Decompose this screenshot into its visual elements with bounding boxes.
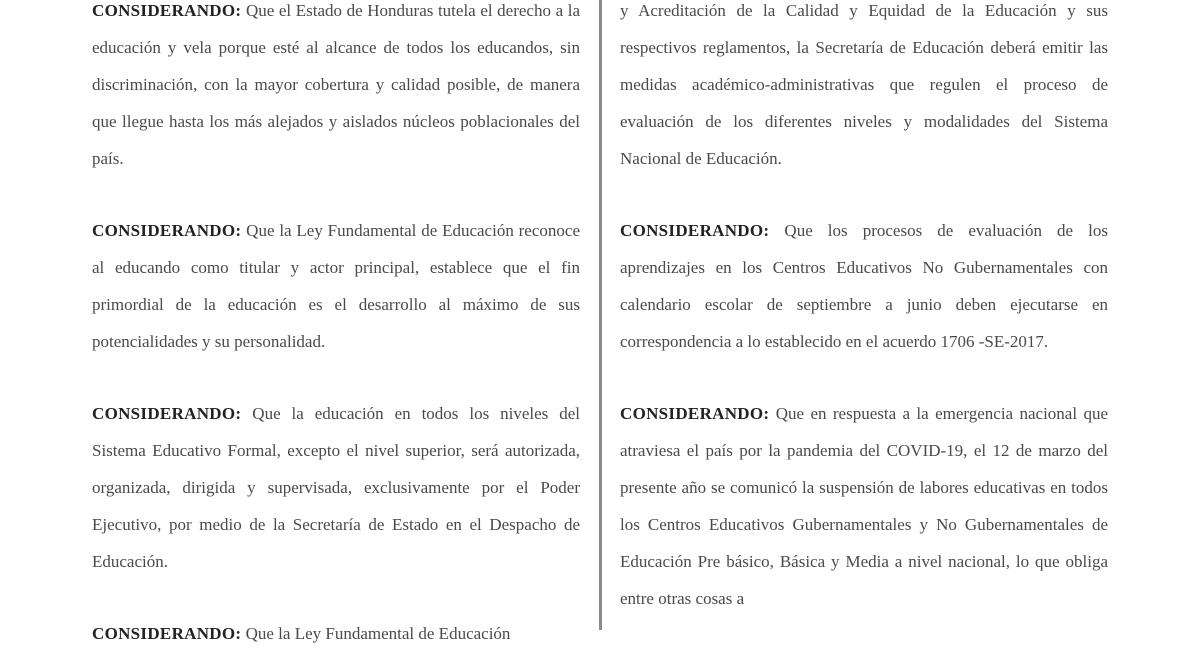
considerando-paragraph: [92, 395, 580, 580]
considerando-paragraph: [620, 395, 1108, 617]
continued-paragraph: [620, 0, 1108, 177]
paragraph-text: Que el Estado de Honduras tutela el derecho a la educación y vela porque esté al alcance de todos los educandos, sin discriminación, con la mayor cobertura y calidad posible, de manera que llegue hasta los más alejados y aislados núcleos poblacionales del país.: [92, 1, 580, 168]
paragraph-keyword: CONSIDERANDO:: [92, 221, 242, 240]
paragraph-keyword: CONSIDERANDO:: [620, 404, 770, 423]
considerando-paragraph: [620, 212, 1108, 360]
considerando-paragraph: [92, 0, 580, 177]
paragraph-text: y Acreditación de la Calidad y Equidad de la Educación y sus respectivos reglamentos, la Secretaría de Educación deberá emitir las medidas académico-administrativas que regulen el proceso de evaluación de los diferentes niveles y modalidades del Sistema Nacional de Educación.: [620, 1, 1108, 168]
paragraph-text: Que la educación en todos los niveles del Sistema Educativo Formal, excepto el nivel superior, será autorizada, organizada, dirigida y supervisada, exclusivamente por el Poder Ejecutivo, por medio de la Secretaría de Estado en el Despacho de Educación.: [92, 404, 580, 571]
considerando-paragraph: [92, 212, 580, 360]
paragraph-text: Que los procesos de evaluación de los aprendizajes en los Centros Educativos No Gubernamentales con calendario escolar de septiembre a junio deben ejecutarse en correspondencia a lo establecido en el acuerdo 1706 -SE-2017.: [620, 221, 1108, 351]
paragraph-keyword: CONSIDERANDO:: [92, 624, 242, 643]
paragraph-text: Que en respuesta a la emergencia nacional que atraviesa el país por la pandemia del COVID-19, el 12 de marzo del presente año se comunicó la suspensión de labores educativas en todos los Centros Educativos Gubernamentales y No Gubernamentales de Educación Pre básico, Básica y Media a nivel nacional, lo que obliga entre otras cosas a: [620, 404, 1108, 608]
right-column: [620, 0, 1108, 617]
left-column: [92, 0, 580, 652]
paragraph-keyword: CONSIDERANDO:: [92, 404, 242, 423]
column-divider: [599, 0, 602, 630]
paragraph-text: Que la Ley Fundamental de Educación reconoce al educando como titular y actor principal, establece que el fin primordial de la educación es el desarrollo al máximo de sus potencialidades y su personalidad.: [92, 221, 580, 351]
paragraph-text: Que la Ley Fundamental de Educación: [241, 624, 511, 643]
paragraph-keyword: CONSIDERANDO:: [92, 1, 242, 20]
paragraph-keyword: CONSIDERANDO:: [620, 221, 770, 240]
considerando-paragraph: [92, 615, 580, 652]
